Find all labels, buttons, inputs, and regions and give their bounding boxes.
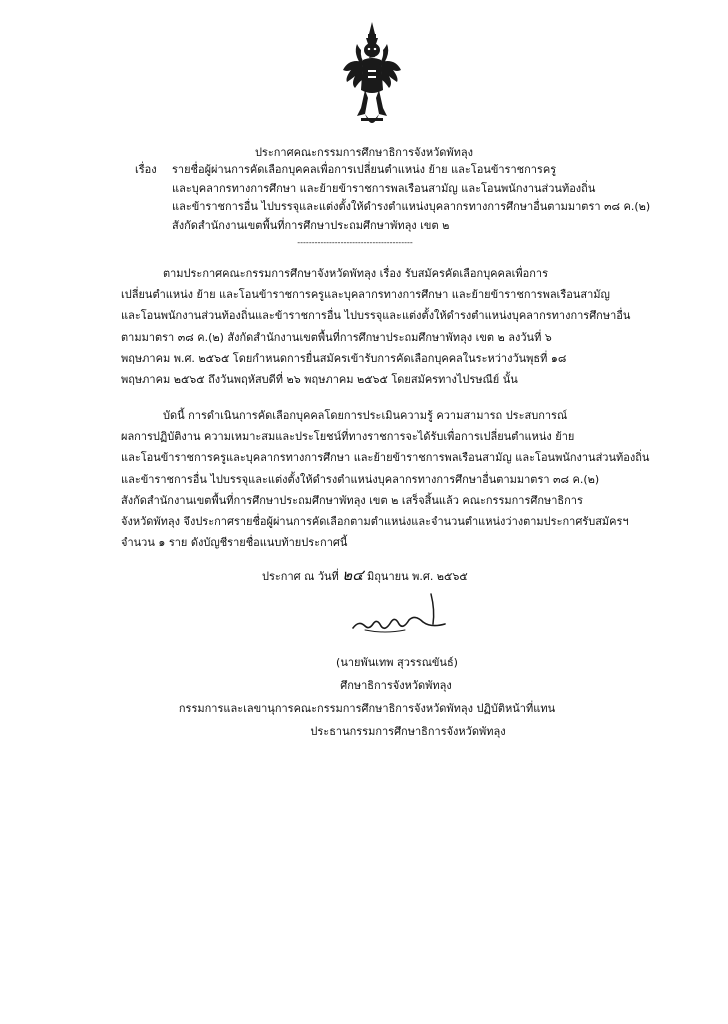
date-month-year: มิถุนายน พ.ศ. ๒๕๖๕: [367, 570, 468, 583]
subject-line: และบุคลากรทางการศึกษา และย้ายข้าราชการพลเรือนสามัญ และโอนพนักงานส่วนท้องถิ่น: [172, 181, 596, 195]
paragraph-line: ตามประกาศคณะกรรมการศึกษาจังหวัดพัทลุง เรื่อง รับสมัครคัดเลือกบุคคลเพื่อการ: [121, 267, 548, 280]
date-day-handwritten: ๒๔: [342, 566, 364, 584]
paragraph-2: [121, 405, 689, 553]
paragraph-line: เปลี่ยนตำแหน่ง ย้าย และโอนข้าราชการครูและบุคลากรทางการศึกษา และย้ายข้าราชการพลเรือนสามัญ: [121, 288, 610, 302]
paragraph-1: [121, 263, 689, 390]
paragraph-line: พฤษภาคม พ.ศ. ๒๕๖๕ โดยกำหนดการยื่นสมัครเข้ารับการคัดเลือกบุคคลในระหว่างวันพุธที่ ๑๘: [121, 351, 567, 365]
paragraph-line: และโอนข้าราชการครูและบุคลากรทางการศึกษา และย้ายข้าราชการพลเรือนสามัญ และโอนพนักงานส่วนท้องถิ่น: [121, 451, 650, 465]
signatory-role-line-1: กรรมการและเลขานุการคณะกรรมการศึกษาธิการจังหวัดพัทลุง ปฏิบัติหน้าที่แทน: [178, 702, 556, 715]
garuda-emblem-icon: [341, 20, 403, 136]
subject-block: [135, 161, 690, 235]
paragraph-line: พฤษภาคม ๒๕๖๕ ถึงวันพฤหัสบดีที่ ๒๖ พฤษภาคม ๒๕๖๕ โดยสมัครทางไปรษณีย์ นั้น: [121, 373, 518, 387]
subject-line: และข้าราชการอื่น ไปบรรจุและแต่งตั้งให้ดำรงตำแหน่งบุคลากรทางการศึกษาอื่นตามมาตรา ๓๘ ค.(๒): [172, 200, 651, 214]
paragraph-line: จังหวัดพัทลุง จึงประกาศรายชื่อผู้ผ่านการคัดเลือกตามตำแหน่งและจำนวนตำแหน่งว่างตามประกาศรับสมัครฯ: [121, 515, 629, 529]
paragraph-line: และข้าราชการอื่น ไปบรรจุและแต่งตั้งให้ดำรงตำแหน่งบุคลากรทางการศึกษาอื่นตามมาตรา ๓๘ ค.(๒): [121, 472, 600, 486]
announcement-heading: ประกาศคณะกรรมการศึกษาธิการจังหวัดพัทลุง: [254, 146, 474, 159]
subject-label: เรื่อง: [135, 163, 157, 176]
signatory-name: (นายพันเทพ สุวรรณขันธ์): [336, 656, 458, 669]
signatory-role-line-2: ประธานกรรมการศึกษาธิการจังหวัดพัทลุง: [310, 725, 506, 738]
paragraph-line: ผลการปฏิบัติงาน ความเหมาะสมและประโยชน์ที่ทางราชการจะได้รับเพื่อการเปลี่ยนตำแหน่ง ย้าย: [121, 430, 575, 444]
paragraph-line: จำนวน ๑ ราย ดังบัญชีรายชื่อแนบท้ายประกาศนี้: [121, 536, 348, 550]
subject-line: รายชื่อผู้ผ่านการคัดเลือกบุคคลเพื่อการเปลี่ยนตำแหน่ง ย้าย และโอนข้าราชการครู: [172, 163, 557, 176]
announcement-date: [262, 563, 468, 587]
paragraph-line: บัดนี้ การดำเนินการคัดเลือกบุคคลโดยการประเมินความรู้ ความสามารถ ประสบการณ์: [121, 409, 568, 422]
paragraph-line: สังกัดสำนักงานเขตพื้นที่การศึกษาประถมศึกษาพัทลุง เขต ๒ เสร็จสิ้นแล้ว คณะกรรมการศึกษาธิการ: [121, 493, 583, 507]
subject-line: สังกัดสำนักงานเขตพื้นที่การศึกษาประถมศึกษาพัทลุง เขต ๒: [172, 218, 450, 232]
date-prefix: ประกาศ ณ วันที่: [262, 570, 339, 583]
paragraph-line: และโอนพนักงานส่วนท้องถิ่นและข้าราชการอื่น ไปบรรจุและแต่งตั้งให้ดำรงตำแหน่งบุคลากรทางการศึกษาอื่น: [121, 309, 631, 323]
signatory-title: ศึกษาธิการจังหวัดพัทลุง: [340, 679, 452, 692]
handwritten-signature-icon: [345, 590, 455, 640]
divider: ----------------------------------------: [297, 238, 413, 247]
paragraph-line: ตามมาตรา ๓๘ ค.(๒) สังกัดสำนักงานเขตพื้นที่การศึกษาประถมศึกษาพัทลุง เขต ๒ ลงวันที่ ๖: [121, 330, 552, 344]
